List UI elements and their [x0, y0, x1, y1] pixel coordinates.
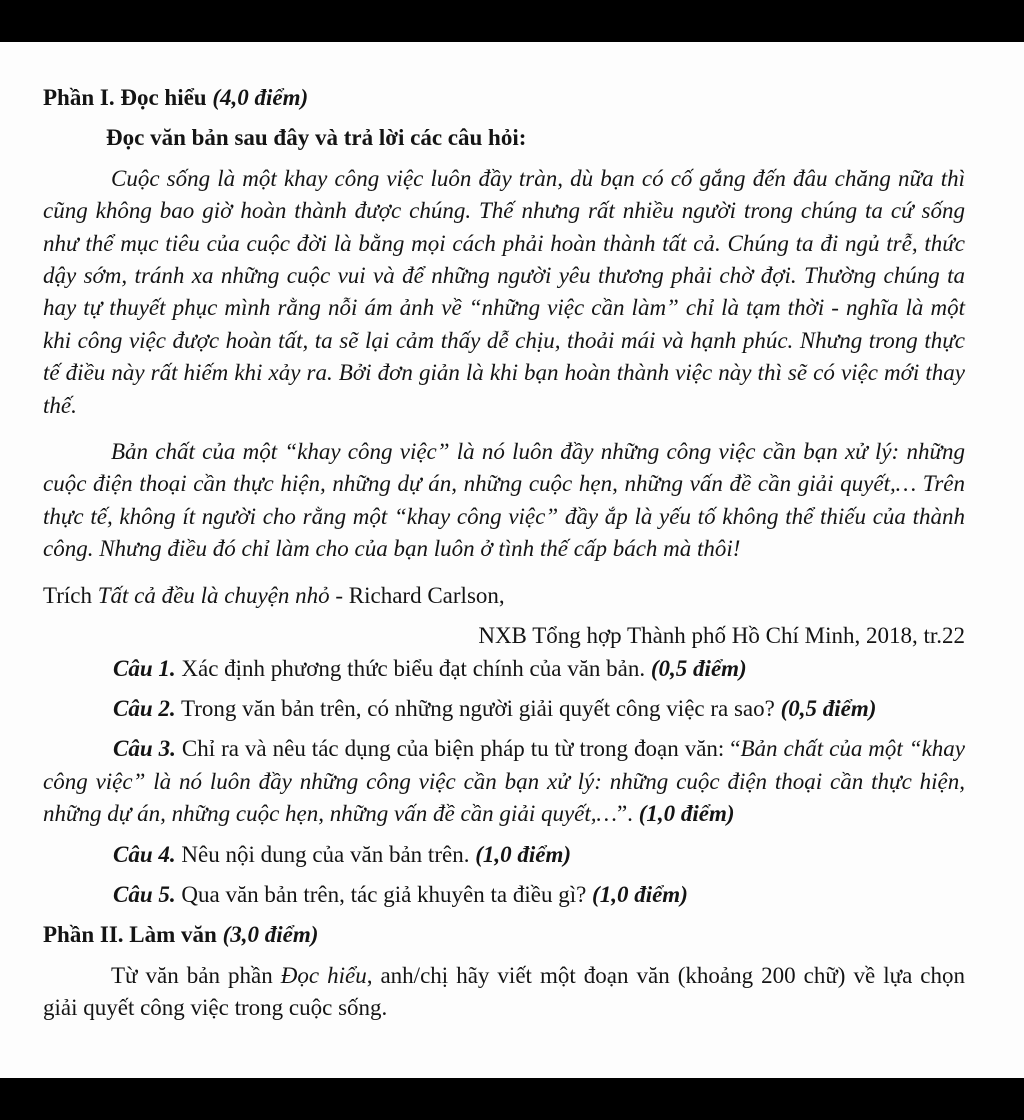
question-5 — [43, 879, 965, 911]
source-book: Tất cả đều là chuyện nhỏ — [97, 582, 330, 608]
part1-title: Phần I. Đọc hiểu — [43, 85, 207, 110]
part1-heading — [43, 82, 965, 114]
question-3-tail: ”. — [616, 801, 633, 827]
question-2 — [43, 693, 965, 725]
question-5-label: Câu 5. — [113, 881, 176, 907]
source-publisher: NXB Tổng hợp Thành phố Hồ Chí Minh, 2018, tr.22 — [478, 623, 965, 649]
question-3 — [43, 733, 965, 830]
part2-heading — [43, 919, 965, 951]
part2-score: (3,0 điểm) — [222, 922, 319, 948]
question-4 — [43, 839, 965, 871]
top-black-bar — [0, 0, 1024, 42]
part2-prompt-after: , anh/chị hãy viết một đoạn văn (khoảng 200 chữ) về lựa chọn giải quyết công việc trong cuộc sống. — [43, 962, 966, 1021]
part2-prompt-before: Từ văn bản phần — [111, 962, 273, 988]
question-1-label: Câu 1. — [113, 655, 176, 681]
question-3-quote: Bản chất của một “khay công việc” là nó luôn đầy những công việc cần bạn xử lý: những cuộc điện thoại cần thực hiện, những dự án, những cuộc hẹn, những vấn đề cần giải quyết,… — [43, 736, 965, 827]
passage-paragraph-2: Bản chất của một “khay công việc” là nó luôn đầy những công việc cần bạn xử lý: những cuộc điện thoại cần thực hiện, những dự án, những cuộc hẹn, những vấn đề cần giải quyết,… Trên thực tế, không ít người cho rằng một “khay công việc” đầy ắp là yếu tố không thể thiếu của thành công. Nhưng điều đó chỉ làm cho của bạn luôn ở tình thế cấp bách mà thôi! — [43, 439, 965, 562]
bottom-black-bar — [0, 1078, 1024, 1120]
document-content — [43, 82, 965, 1025]
question-4-label: Câu 4. — [113, 841, 176, 867]
question-5-text: Qua văn bản trên, tác giả khuyên ta điều gì? — [181, 881, 587, 907]
question-2-label: Câu 2. — [113, 695, 176, 721]
source-prefix: Trích — [43, 582, 92, 608]
part1-instruction: Đọc văn bản sau đây và trả lời các câu hỏi: — [106, 125, 527, 151]
question-3-text: Chỉ ra và nêu tác dụng của biện pháp tu từ trong đoạn văn: “ — [181, 736, 741, 762]
part1-score: (4,0 điểm) — [212, 85, 309, 110]
part2-prompt — [43, 960, 965, 1025]
source-author: - Richard Carlson, — [335, 582, 505, 608]
question-4-score: (1,0 điểm) — [475, 841, 572, 867]
question-1-score: (0,5 điểm) — [650, 655, 747, 681]
question-3-score: (1,0 điểm) — [638, 801, 735, 827]
question-1-text: Xác định phương thức biểu đạt chính của văn bản. — [181, 655, 646, 681]
part2-title: Phần II. Làm văn — [43, 922, 217, 948]
question-1 — [43, 653, 965, 685]
part2-prompt-ref: Đọc hiểu — [280, 962, 367, 988]
question-3-label: Câu 3. — [113, 736, 176, 762]
question-5-score: (1,0 điểm) — [592, 881, 688, 907]
document-page — [0, 42, 1024, 1078]
question-2-score: (0,5 điểm) — [780, 695, 877, 721]
source-line — [43, 580, 965, 612]
passage-paragraph-1: Cuộc sống là một khay công việc luôn đầy tràn, dù bạn có cố gắng đến đâu chăng nữa thì cũng không bao giờ hoàn thành được chúng. Thế nhưng rất nhiều người trong chúng ta cứ sống như thể mục tiêu của cuộc đời là bằng mọi cách phải hoàn thành tất cả. Chúng ta đi ngủ trễ, thức dậy sớm, tránh xa những cuộc vui và để những người yêu thương phải chờ đợi. Thường chúng ta hay tự thuyết phục mình rằng nỗi ám ảnh về “những việc cần làm” chỉ là tạm thời - nghĩa là một khi công việc được hoàn tất, ta sẽ lại cảm thấy dễ chịu, thoải mái và hạnh phúc. Nhưng trong thực tế điều này rất hiếm khi xảy ra. Bởi đơn giản là khi bạn hoàn thành việc này thì sẽ có việc mới thay thế. — [43, 165, 965, 418]
question-4-text: Nêu nội dung của văn bản trên. — [181, 841, 470, 867]
question-2-text: Trong văn bản trên, có những người giải quyết công việc ra sao? — [180, 695, 775, 721]
